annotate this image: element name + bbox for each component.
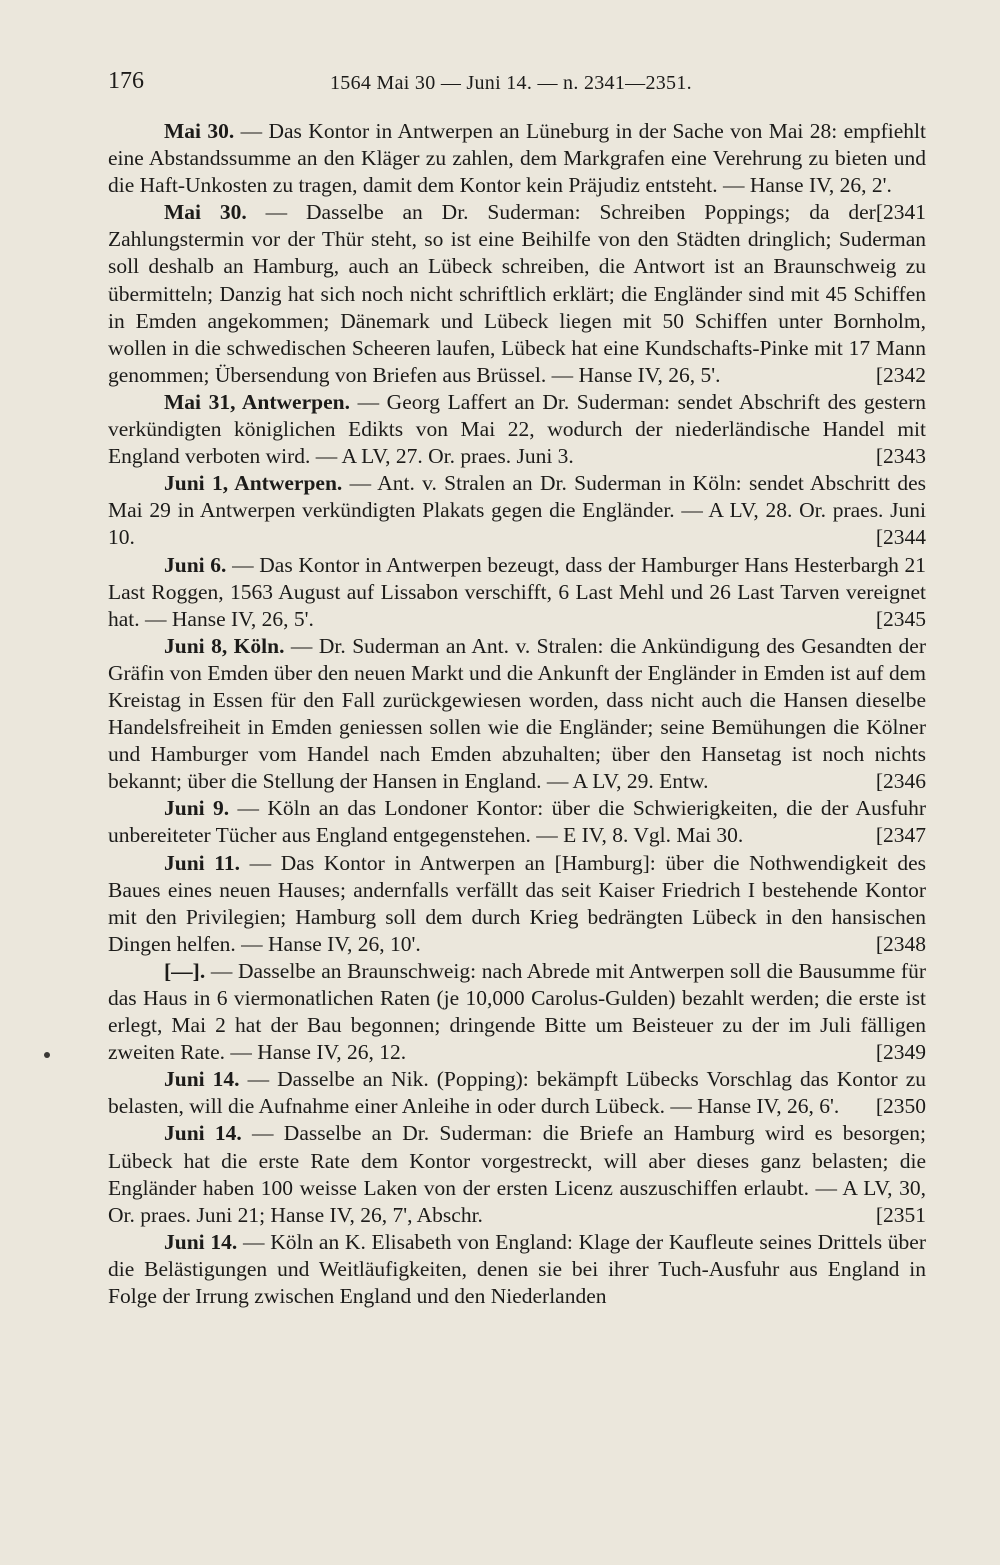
entry-text: — Ant. v. Stralen an Dr. Suderman in Köln: sendet Abschritt des Mai 29 in Antwerpen verkündigten Plakats gegen die Engländer. — A LV, 28. Or. praes. Juni 10. xyxy=(108,471,926,550)
margin-dot xyxy=(44,1052,50,1058)
entry-text: — Dasselbe an Braunschweig: nach Abrede mit Antwerpen soll die Bausumme für das Haus in 6 viermonatlichen Raten (je 10,000 Carolus-Gulden) bezahlt werden; die erste ist erlegt, Mai 2 hat der Bau begonnen; dringende Bitte um Beisteuer zu der im Juli fälligen zweiten Rate. — Hanse IV, 26, 12. xyxy=(108,958,926,1065)
regest-entry-2344 xyxy=(108,470,926,551)
entry-date: Juni 11. xyxy=(164,850,240,875)
entry-date: Mai 31, Antwerpen. xyxy=(164,389,350,414)
page-header xyxy=(108,68,928,102)
entry-text: — Köln an K. Elisabeth von England: Klage der Kaufleute seines Drittels über die Belästigungen und Weitläufigkeiten, denen sie bei ihrer Tuch-Ausfuhr aus England in Folge der Irrung zwischen England und den Niederlanden xyxy=(108,1229,927,1309)
entry-date: [—]. xyxy=(164,958,206,983)
entry-number: [2342 xyxy=(875,362,926,387)
entry-number: [2350 xyxy=(875,1094,926,1119)
entry-number: [2351 xyxy=(875,1202,926,1227)
entry-text: — Georg Laffert an Dr. Suderman: sendet Abschrift des gestern verkündigten königlichen Edikts von Mai 22, wodurch der niederländische Handel mit England verboten wird. — A LV, 27. Or. praes. Juni 3. xyxy=(108,389,926,469)
entry-text: — Dr. Suderman an Ant. v. Stralen: die Ankündigung des Gesandten der Gräfin von Emden über den neuen Markt und die Ankunft der Engländer in Emden ist auf dem Kreistag in Essen für den Fall zurückgewiesen worden, dass nicht auch die Hansen dieselbe Handelsfreiheit in Emden geniessen sollen wie die Engländer; seine Bemühungen die Kölner und Hamburger vom Handel nach Emden abzuhalten; über den Hansetag ist noch nichts bekannt; über die Stellung der Hansen in England. — A LV, 29. Entw. xyxy=(108,633,926,794)
regest-entry-2341 xyxy=(108,118,926,225)
regest-entry-2343 xyxy=(108,389,926,470)
regest-entries xyxy=(108,118,926,1310)
regest-entry-continued xyxy=(108,1229,926,1310)
entry-number: [2343 xyxy=(875,444,926,469)
entry-number: [2344 xyxy=(875,525,926,550)
page-number: 176 xyxy=(108,68,144,94)
regest-entry-2350 xyxy=(108,1066,926,1120)
entry-number: [2341 xyxy=(875,200,926,225)
entry-number: [2349 xyxy=(875,1040,926,1065)
running-head: 1564 Mai 30 — Juni 14. — n. 2341—2351. xyxy=(330,72,692,94)
regest-entry-2342 xyxy=(108,199,926,389)
regest-entry-2351 xyxy=(108,1120,926,1228)
entry-text: — Das Kontor in Antwerpen an Lüneburg in der Sache von Mai 28: empfiehlt eine Abstandssumme an den Kläger zu zahlen, dem Markgrafen eine Verehrung zu bieten und die Haft-Unkosten zu tragen, damit dem Kontor kein Präjudiz entsteht. — Hanse IV, 26, 2'. xyxy=(108,119,926,198)
entry-date: Juni 9. xyxy=(164,796,230,821)
entry-date: Juni 6. xyxy=(164,552,227,577)
entry-number: [2348 xyxy=(875,931,926,956)
entry-date: Juni 14. xyxy=(164,1121,242,1146)
entry-text: — Dasselbe an Dr. Suderman: Schreiben Poppings; da der Zahlungstermin vor der Thür steht, so ist eine Beihilfe von den Städten dringlich; Suderman soll deshalb an Hamburg, auch an Lübeck schreiben, die Antwort ist an Braunschweig zu übermitteln; Danzig hat sich noch nicht schriftlich erklärt; die Engländer sind mit 45 Schiffen in Emden angekommen; Dänemark und Lübeck liegen mit 50 Schiffen unter Bornholm, wollen in die schwedischen Scheeren laufen, Lübeck hat eine Kundschafts-Pinke mit 17 Mann genommen; Übersendung von Briefen aus Brüssel. — Hanse IV, 26, 5'. xyxy=(108,200,926,387)
entry-text: — Dasselbe an Dr. Suderman: die Briefe an Hamburg wird es besorgen; Lübeck hat die erste Rate dem Kontor vorgestreckt, will aber dieses ganz belasten; die Engländer haben 100 weisse Laken von der ersten Licenz auszuschiffen erlaubt. — A LV, 30, Or. praes. Juni 21; Hanse IV, 26, 7', Abschr. xyxy=(108,1121,926,1227)
entry-date: Juni 14. xyxy=(164,1229,238,1254)
entry-text: — Dasselbe an Nik. (Popping): bekämpft Lübecks Vorschlag das Kontor zu belasten, will die Aufnahme einer Anleihe in oder durch Lübeck. — Hanse IV, 26, 6'. xyxy=(108,1067,926,1119)
entry-text: — Das Kontor in Antwerpen an [Hamburg]: über die Nothwendigkeit des Baues eines neuen Hauses; andernfalls verfällt das seit Kaiser Friedrich I bestehende Kontor mit den Privilegien; Hamburg soll dem durch Krieg bedrängten Lübeck in den hansischen Dingen helfen. — Hanse IV, 26, 10'. xyxy=(108,850,926,956)
entry-text: — Das Kontor in Antwerpen bezeugt, dass der Hamburger Hans Hesterbargh 21 Last Roggen, 1563 August auf Lissabon verschifft, 6 Last Mehl und 26 Last Tarven vereignet hat. — Hanse IV, 26, 5'. xyxy=(108,552,926,631)
entry-number: [2347 xyxy=(875,823,926,848)
regest-entry-2348 xyxy=(108,850,926,958)
regest-entry-2347 xyxy=(108,795,926,849)
entry-date: Juni 14. xyxy=(164,1067,240,1092)
entry-date: Mai 30. xyxy=(164,200,247,225)
entry-date: Mai 30. xyxy=(164,119,235,143)
regest-entry-2346 xyxy=(108,633,926,796)
regest-entry-2345 xyxy=(108,552,926,633)
entry-date: Juni 1, Antwerpen. xyxy=(164,471,343,496)
entry-number: [2345 xyxy=(875,606,926,631)
regest-entry-2349 xyxy=(108,958,926,1066)
entry-text: — Köln an das Londoner Kontor: über die Schwierigkeiten, die der Ausfuhr unbereiteter Tücher aus England entgegenstehen. — E IV, 8. Vgl. Mai 30. xyxy=(108,796,927,848)
entry-date: Juni 8, Köln. xyxy=(164,633,285,658)
entry-number: [2346 xyxy=(875,769,926,794)
